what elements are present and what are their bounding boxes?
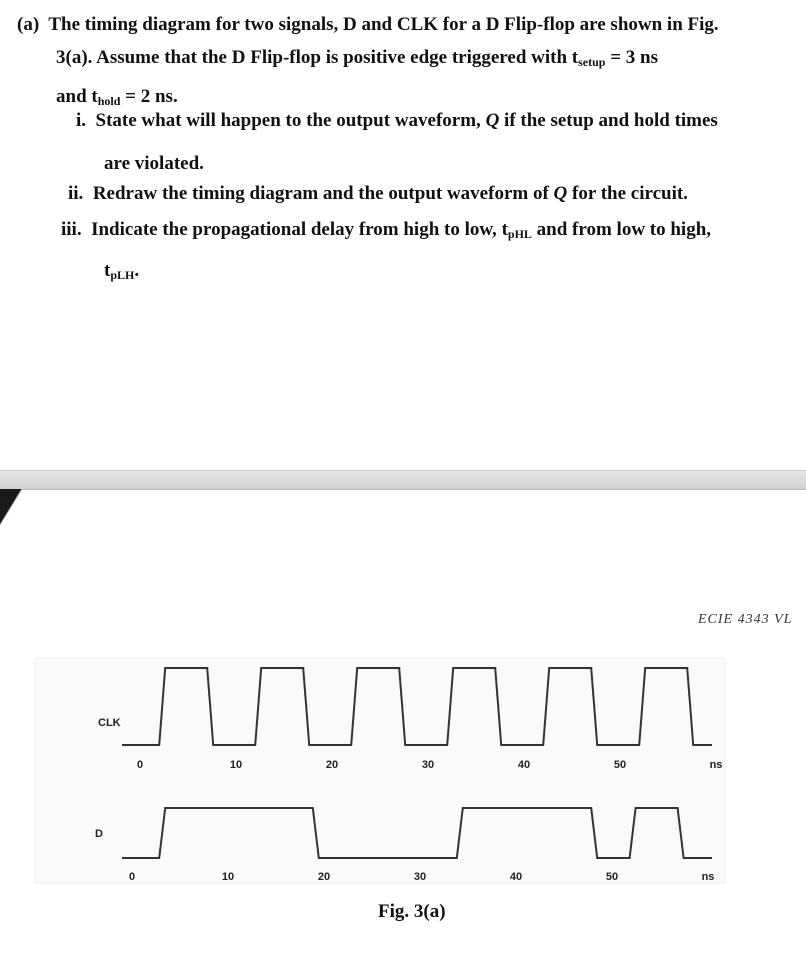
item-text: Redraw the timing diagram and the output waveform of	[92, 183, 554, 204]
item-text: if the setup and hold times	[499, 110, 718, 131]
item-ii	[68, 183, 688, 205]
item-text: State what will happen to the output waveform,	[95, 110, 486, 131]
timing-diagram	[0, 640, 806, 890]
question-label: (a)	[17, 14, 40, 35]
tick-label: 50	[605, 871, 619, 883]
item-iii-cont: $t_{pLH}$.	[104, 260, 140, 282]
item-number: i.	[76, 110, 87, 131]
item-number: iii.	[61, 219, 82, 240]
t-phl: $t_{pHL}$	[501, 219, 532, 241]
figure-caption: Fig. 3(a)	[378, 901, 446, 922]
tick-label: 0	[128, 871, 136, 883]
item-number: ii.	[68, 183, 84, 204]
item-text: and from low to high,	[531, 219, 712, 240]
t-setup: $t_{setup}$	[571, 47, 606, 69]
item-i-cont	[104, 153, 204, 175]
tick-label: 10	[229, 759, 243, 771]
item-i	[76, 110, 718, 132]
t-setup-value: = 3 ns	[610, 47, 659, 68]
item-iii	[61, 219, 711, 242]
and-word: and	[56, 86, 87, 107]
page-corner-shadow	[0, 489, 60, 529]
item-text: Indicate the propagational delay from high to low,	[91, 219, 502, 240]
course-code: ECIE 4343 VL	[698, 612, 793, 627]
t-hold: $t_{hold}$	[91, 86, 121, 108]
tick-label: 20	[317, 871, 331, 883]
tick-label: 40	[517, 759, 531, 771]
q-symbol: Q	[485, 110, 500, 131]
clk-label: CLK	[98, 717, 121, 729]
tick-label: 10	[221, 871, 235, 883]
page-divider	[0, 470, 806, 490]
t-hold-value: = 2 ns.	[125, 86, 178, 107]
tick-label: 50	[613, 759, 627, 771]
question-line-2	[56, 47, 658, 70]
question-line-3	[56, 86, 178, 109]
tick-label: ns	[701, 871, 715, 883]
tick-label: 20	[325, 759, 339, 771]
fig-ref-1: Fig.	[687, 14, 719, 35]
q-symbol: Q	[553, 183, 568, 204]
fig-ref-2: 3(a).	[56, 47, 93, 68]
intro-text-1: The timing diagram for two signals, D and CLK for a D Flip-flop are shown in	[48, 14, 683, 35]
tick-label: ns	[709, 759, 723, 771]
question-line-1	[17, 14, 719, 36]
intro-text-2: Assume that the D Flip-flop is positive edge triggered with	[96, 47, 568, 68]
tick-label: 30	[413, 871, 427, 883]
d-label: D	[95, 828, 103, 840]
tick-label: 30	[421, 759, 435, 771]
tick-label: 0	[136, 759, 144, 771]
t-plh: $t_{pLH}$	[104, 260, 135, 282]
item-text: for the circuit.	[567, 183, 688, 204]
item-text: are violated.	[104, 153, 204, 174]
tick-label: 40	[509, 871, 523, 883]
